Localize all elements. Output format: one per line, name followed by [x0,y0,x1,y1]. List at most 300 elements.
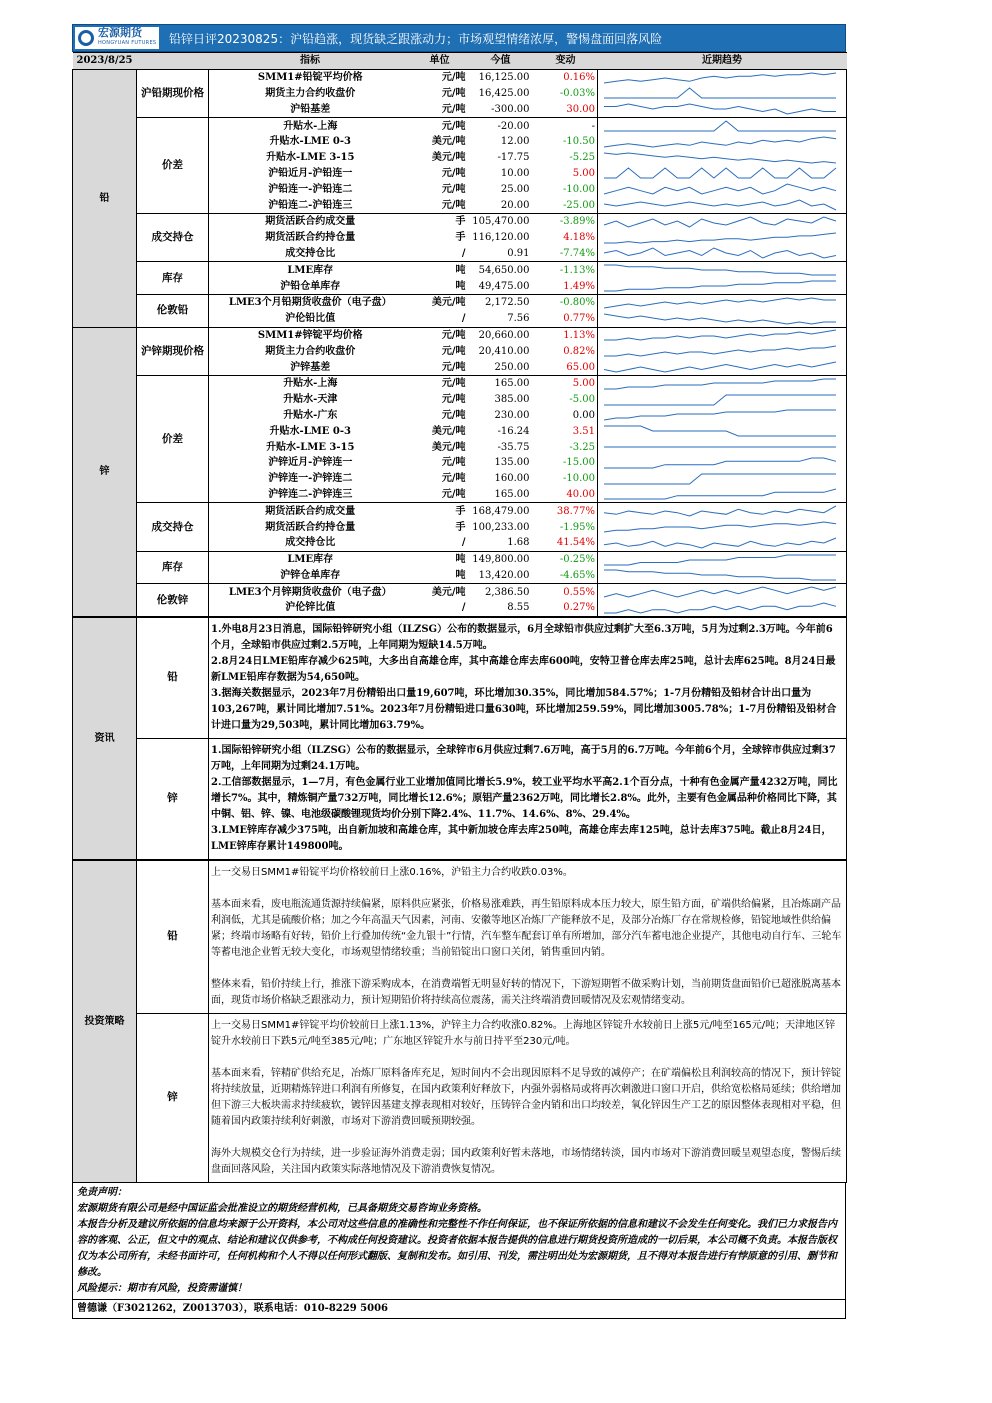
indicator-name: 期货活跃合约成交量 [265,505,356,517]
disclaimer-line-3: 风险提示：期市有风险，投资需谨慎！ [77,1282,247,1294]
news-lead-label: 铅 [137,617,209,738]
indicator-unit: 手 [455,232,466,244]
indicator-unit: 吨 [455,569,466,581]
sparkline-path [604,121,836,131]
report-sheet [72,24,846,1319]
trend-cell [598,439,847,455]
indicator-unit: 元/吨 [441,329,466,341]
indicator-name: 升贴水-LME 3-15 [266,152,355,164]
indicator-name: 期货活跃合约持仓量 [265,232,356,244]
indicator-name: 沪铅仓单库存 [280,280,341,292]
indicator-value: -300.00 [491,103,530,115]
sparkline [598,360,842,374]
sparkline-path [604,184,836,194]
sparkline-path [604,570,836,580]
sparkline [598,344,842,358]
trend-cell [598,86,847,102]
indicator-unit: 美元/吨 [431,586,466,598]
sparkline-path [604,346,836,356]
indicator-value: -16.24 [497,425,530,437]
indicator-change: 0.55% [563,586,596,598]
indicator-change: -10.00 [563,473,596,485]
indicator-name: 沪锌基差 [290,361,331,373]
indicator-unit: 元/吨 [441,409,466,421]
sparkline-path [604,395,836,405]
indicator-name: 沪铅连一-沪铅连二 [268,183,353,195]
indicator-name: 期货活跃合约持仓量 [265,521,356,533]
sparkline-path [604,248,836,258]
indicator-unit: / [461,537,466,549]
col-indicator: 指标 [209,53,412,70]
table-row [73,262,847,278]
sparkline-path [604,410,836,420]
indicator-change: 30.00 [566,103,596,115]
trend-cell [598,150,847,166]
trend-cell [598,584,847,600]
news-table [72,617,847,860]
sparkline [598,86,842,100]
sparkline [598,520,842,534]
sparkline-path [604,137,836,147]
indicator-name: 成交持仓比 [285,247,336,259]
news-section-label: 资讯 [73,617,137,859]
sparkline [598,71,842,85]
indicator-name: 沪伦铅比值 [285,313,336,325]
sparkline-path [604,168,836,178]
indicator-value: 165.00 [494,488,530,500]
group-label: 价差 [137,118,209,214]
table-row [73,294,847,310]
indicator-unit: 元/吨 [441,103,466,115]
trend-cell [598,101,847,117]
sparkline-path [604,200,836,210]
indicator-name: 沪伦锌比值 [285,602,336,614]
indicator-name: LME库存 [287,554,334,566]
indicator-unit: 手 [455,216,466,228]
indicator-name: 期货主力合约收盘价 [265,345,356,357]
indicator-name: 期货活跃合约成交量 [265,216,356,228]
indicator-unit: 元/吨 [441,199,466,211]
trend-cell [598,230,847,246]
indicator-value: 7.56 [507,313,530,325]
sparkline-path [604,506,836,516]
data-table [72,52,847,617]
paragraph: 上一交易日SMM1#锌锭平均价较前日上涨1.13%，沪锌主力合约收涨0.82%。上海地区锌锭升水较前日上涨5元/吨至165元/吨；天津地区锌锭升水较前日下跌5元/吨至385元/吨；广东地区锌锭升水与前日持平至230元/吨。 [211,1019,836,1047]
news-zinc-label: 锌 [137,738,209,859]
sparkline [598,198,842,212]
sparkline [598,504,842,518]
indicator-change: -0.03% [559,87,596,99]
strategy-section-label: 投资策略 [73,860,137,1182]
sparkline-path [604,379,836,389]
indicator-change: -10.50 [563,136,596,148]
indicator-value: 0.91 [507,247,530,259]
trend-cell [598,327,847,343]
indicator-change: -0.25% [559,554,596,566]
trend-cell [598,311,847,327]
table-row [73,69,847,85]
indicator-value: 100,233.00 [472,521,530,533]
sparkline [598,408,842,422]
trend-cell [598,343,847,359]
sparkline-path [604,233,836,243]
metal-section-label: 锌 [73,327,137,616]
indicator-name: 升贴水-LME 0-3 [269,425,351,437]
logo-subtext: HONGYUAN FUTURES [98,40,157,46]
sparkline [598,279,842,293]
sparkline-path [604,603,836,613]
group-label: 伦敦铅 [137,294,209,327]
indicator-value: 2,172.50 [484,297,530,309]
sparkline [598,553,842,567]
trend-cell [598,375,847,391]
indicator-name: SMM1#锌锭平均价格 [257,329,363,341]
report-header [72,24,846,52]
table-row [73,503,847,519]
indicator-value: 149,800.00 [472,554,530,566]
indicator-name: 升贴水-上海 [283,120,338,132]
trend-cell [598,359,847,375]
indicator-unit: 吨 [455,554,466,566]
sparkline [598,440,842,454]
indicator-value: 168,479.00 [472,505,530,517]
indicator-change: 1.13% [563,329,596,341]
indicator-value: -35.75 [497,441,530,453]
indicator-unit: / [461,313,466,325]
strategy-lead-text [209,860,847,1013]
sparkline-path [604,330,836,340]
sparkline [598,119,842,133]
sparkline-path [604,73,836,83]
sparkline [598,536,842,550]
trend-cell [598,423,847,439]
indicator-name: 期货主力合约收盘价 [265,87,356,99]
column-header-row [73,53,847,70]
paragraph: 基本面来看，锌精矿供给充足，冶炼厂原料备库充足，短时间内不会出现因原料不足导致的减停产；在矿端偏松且利润较高的情况下，预计锌锭将持续放量，近期精炼锌进口利润有所修复，在国内政策利好释放下，内强外弱格局或将再次刺激进口窗口开启，供给宽松格局延续；供给增加但下游三大板块需求持续疲软，镀锌因基建支撑表现相对较好，压铸锌合金内销和出口均较差，氧化锌因生产工艺的原因整体表现相对平稳，但随着国内政策持续利好刺激，市场对下游消费回暖预期较强。 [211,1067,841,1127]
paragraph: 3.据海关数据显示，2023年7月份精铅出口量19,607吨，环比增加30.35%，同比增加584.57%；1-7月份精铅及铅材合计出口量为103,267吨，累计同比增加7.51%。2023年7月份精铅进口量630吨，环比增加259.59%，同比增加3005.78%；1-7月份精铅及铅材合计进口量为29,503吨，累计同比增加63.79%。 [211,687,837,731]
indicator-value: 12.00 [500,136,530,148]
sparkline [598,166,842,180]
trend-cell [598,166,847,182]
trend-cell [598,471,847,487]
news-zinc-text [209,738,847,859]
trend-cell [598,535,847,551]
indicator-change: -25.00 [563,199,596,211]
indicator-unit: 元/吨 [441,473,466,485]
table-row [73,327,847,343]
indicator-name: 沪铅连二-沪铅连三 [268,199,353,211]
paragraph: 海外大规模交仓行为持续，进一步验证海外消费走弱；国内政策利好暂未落地，市场情绪转淡，国内市场对下游消费回暖呈观望态度，警惕后续盘面回落风险，关注国内政策实际落地情况及下游消费恢复情况。 [211,1147,841,1175]
indicator-name: LME库存 [287,264,334,276]
trend-cell [598,519,847,535]
indicator-unit: 美元/吨 [431,297,466,309]
table-row [73,551,847,567]
trend-cell [598,262,847,278]
sparkline [598,102,842,116]
col-unit: 单位 [412,53,468,70]
sparkline [598,215,842,229]
indicator-unit: 元/吨 [441,457,466,469]
indicator-unit: 元/吨 [441,120,466,132]
trend-cell [598,246,847,262]
sparkline-path [604,522,836,532]
logo-text: 宏源期货 [98,26,142,39]
sparkline [598,312,842,326]
col-value: 今值 [468,53,534,70]
table-row [73,213,847,229]
indicator-change: 0.82% [563,345,596,357]
col-change: 变动 [534,53,598,70]
indicator-value: 105,470.00 [472,216,530,228]
indicator-name: 升贴水-LME 3-15 [266,441,355,453]
sparkline [598,393,842,407]
indicator-unit: 元/吨 [441,394,466,406]
sparkline-path [604,489,836,499]
indicator-unit: 美元/吨 [431,441,466,453]
indicator-change: -10.00 [563,183,596,195]
sparkline-path [604,314,836,324]
paragraph: 整体来看，铅价持续上行，推涨下游采购成本，在消费端暂无明显好转的情况下，下游短期暂不做采购计划，当前期货盘面铅价已超涨脱离基本面，现货市场价格缺乏跟涨动力，预计短期铅价将持续高位震荡，需关注终端消费回暖情况及宏观情绪变动。 [211,978,841,1006]
sparkline-path [604,217,836,227]
indicator-value: 13,420.00 [478,569,530,581]
indicator-value: 250.00 [494,361,530,373]
indicator-name: 沪锌近月-沪锌连一 [268,457,353,469]
indicator-change: 41.54% [556,537,596,549]
indicator-unit: 美元/吨 [431,152,466,164]
sparkline [598,424,842,438]
paragraph: 3.LME锌库存减少375吨，出自新加坡和高雄仓库，其中新加坡仓库去库250吨，高雄仓库去库125吨，总计去库375吨。截止8月24日，LME锌库存累计149800吨。 [211,824,832,852]
indicator-name: 升贴水-LME 0-3 [269,136,351,148]
trend-cell [598,181,847,197]
indicator-change: 0.77% [563,313,596,325]
sparkline-path [604,104,836,114]
trend-cell [598,487,847,503]
sparkline-path [604,538,836,548]
sparkline-path [604,298,836,308]
sparkline [598,456,842,470]
disclaimer-line-2: 本报告分析及建议所依据的信息均来源于公开资料，本公司对这些信息的准确性和完整性不作任何保证，也不保证所依据的信息和建议不会发生任何变化。我们已力求报告内容的客观、公正，但文中的观点、结论和建议仅供参考，不构成任何投资建议。投资者依据本报告提供的信息进行期货投资所造成的一切后果，本公司概不负责。本报告版权仅为本公司所有，未经书面许可，任何机构和个人不得以任何形式翻版、复制和发布。如引用、刊发，需注明出处为宏源期货，且不得对本报告进行有悖原意的引用、删节和修改。 [77,1218,837,1278]
paragraph: 1.国际铅锌研究小组（ILZSG）公布的数据显示，全球锌市6月供应过剩7.6万吨，高于5月的6.7万吨。今年前6个月，全球锌市供应过剩37万吨，上年同期为过剩24.1万吨。 [211,744,836,772]
indicator-name: SMM1#铅锭平均价格 [257,72,363,84]
sparkline [598,472,842,486]
indicator-unit: 元/吨 [441,167,466,179]
sparkline [598,151,842,165]
indicator-value: 1.68 [507,537,530,549]
indicator-value: 10.00 [500,167,530,179]
indicator-value: 20.00 [500,199,530,211]
indicator-name: 沪锌连一-沪锌连二 [268,473,353,485]
table-row [73,375,847,391]
indicator-change: -7.74% [559,247,596,259]
group-label: 沪铅期现价格 [137,69,209,117]
sparkline [598,246,842,260]
indicator-change: 0.00 [572,409,596,421]
indicator-name: 升贴水-上海 [283,378,338,390]
indicator-change: -1.95% [559,521,596,533]
indicator-name: LME3个月铅期货收盘价（电子盘） [228,297,392,309]
indicator-value: -17.75 [497,152,530,164]
indicator-unit: 元/吨 [441,87,466,99]
indicator-change: -3.89% [559,216,596,228]
indicator-name: LME3个月锌期货收盘价（电子盘） [228,586,392,598]
sparkline-path [604,587,836,597]
paragraph: 基本面来看，废电瓶流通货源持续偏紧，原料供应紧张，价格易涨难跌，再生铅原料成本压力较大，原生铅方面，矿端供给偏紧，且冶炼副产品利润低，尤其是硫酸价格；加之今年高温天气因素，河南、安徽等地区冶炼厂产能释放不足，及部分冶炼厂存在常规检修，铅锭地域性供给偏紧；终端市场略有好转，铅价上行叠加传统“金九银十”行情，汽车整车配套订单有所增加，部分汽车蓄电池企业提产，其他电动自行车、三轮车等蓄电池企业暂无较大变化，市场观望情绪较重；当前铅锭出口窗口关闭，销售重回内销。 [211,898,842,958]
trend-cell [598,551,847,567]
sparkline-path [604,281,836,291]
indicator-change: -5.25 [569,152,596,164]
trend-cell [598,213,847,229]
indicator-value: 116,120.00 [472,232,530,244]
sparkline-path [604,458,836,468]
indicator-value: 16,125.00 [478,72,530,84]
indicator-unit: 元/吨 [441,361,466,373]
trend-cell [598,278,847,294]
strategy-zinc-text [209,1013,847,1182]
table-row [73,118,847,134]
indicator-value: 230.00 [494,409,530,421]
group-label: 伦敦锌 [137,584,209,617]
sparkline [598,135,842,149]
trend-cell [598,134,847,150]
sparkline [598,601,842,615]
strategy-zinc-label: 锌 [137,1013,209,1182]
report-title: 铅锌日评20230825：沪铅趋涨，现货缺乏跟涨动力；市场观望情绪浓厚，警惕盘面回落风险 [169,32,663,46]
paragraph: 上一交易日SMM1#铅锭平均价格较前日上涨0.16%，沪铅主力合约收跌0.03%。 [211,866,573,878]
sparkline [598,296,842,310]
indicator-change: 5.00 [572,378,596,390]
indicator-name: 沪铅基差 [290,103,331,115]
indicator-unit: 手 [455,521,466,533]
disclaimer [72,1183,846,1300]
group-label: 成交持仓 [137,503,209,551]
report-date: 2023/8/25 [73,53,209,70]
indicator-value: 54,650.00 [478,264,530,276]
indicator-name: 升贴水-广东 [283,409,338,421]
indicator-change: -15.00 [563,457,596,469]
indicator-change: -5.00 [569,394,596,406]
strategy-lead-label: 铅 [137,860,209,1013]
company-logo [75,27,159,49]
sparkline-path [604,88,836,98]
indicator-value: -20.00 [497,120,530,132]
indicator-change: -3.25 [569,441,596,453]
indicator-change: 65.00 [566,361,596,373]
sparkline-path [604,265,836,275]
indicator-value: 49,475.00 [478,280,530,292]
indicator-unit: / [461,602,466,614]
strategy-table [72,860,847,1183]
sparkline [598,263,842,277]
indicator-unit: 美元/吨 [431,425,466,437]
indicator-unit: 手 [455,505,466,517]
paragraph: 1.外电8月23日消息，国际铅锌研究小组（ILZSG）公布的数据显示，6月全球铅市供应过剩扩大至6.3万吨，5月为过剩2.3万吨。今年前6个月，全球铅市供应过剩2.5万吨，上年同期为短缺14.5万吨。 [211,623,833,651]
indicator-name: 成交持仓比 [285,537,336,549]
col-trend: 近期趋势 [598,53,847,70]
trend-cell [598,294,847,310]
trend-cell [598,600,847,616]
group-label: 库存 [137,262,209,295]
group-label: 库存 [137,551,209,584]
sparkline [598,568,842,582]
indicator-name: 沪锌连二-沪锌连三 [268,488,353,500]
indicator-name: 升贴水-天津 [283,394,338,406]
indicator-unit: 美元/吨 [431,136,466,148]
indicator-change: -4.65% [559,569,596,581]
indicator-change: - [591,120,596,132]
indicator-value: 165.00 [494,378,530,390]
sparkline-path [604,362,836,372]
indicator-value: 20,410.00 [478,345,530,357]
trend-cell [598,568,847,584]
indicator-change: 4.18% [563,232,596,244]
news-lead-text [209,617,847,738]
indicator-unit: 吨 [455,264,466,276]
trend-cell [598,69,847,85]
indicator-change: 0.16% [563,72,596,84]
indicator-unit: 元/吨 [441,183,466,195]
trend-cell [598,408,847,424]
sparkline [598,377,842,391]
group-label: 沪锌期现价格 [137,327,209,375]
paragraph: 2.8月24日LME铅库存减少625吨，大多出自高雄仓库，其中高雄仓库去库600吨，安特卫普仓库去库25吨，总计去库625吨。8月24日最新LME铅库存数据为54,650吨。 [211,655,836,683]
trend-cell [598,455,847,471]
indicator-change: 5.00 [572,167,596,179]
indicator-value: 385.00 [494,394,530,406]
indicator-value: 8.55 [507,602,530,614]
logo-mark-icon [78,30,94,46]
indicator-change: -1.13% [559,264,596,276]
indicator-unit: 元/吨 [441,488,466,500]
indicator-value: 25.00 [500,183,530,195]
indicator-value: 160.00 [494,473,530,485]
indicator-value: 16,425.00 [478,87,530,99]
indicator-name: 沪铅近月-沪铅连一 [268,167,353,179]
sparkline [598,328,842,342]
trend-cell [598,392,847,408]
disclaimer-title: 免责声明： [77,1186,127,1198]
indicator-change: 1.49% [563,280,596,292]
sparkline-path [604,555,836,565]
sparkline [598,585,842,599]
analyst-contact: 曾德谦（F3021262，Z0013703），联系电话：010-8229 5006 [72,1300,846,1319]
indicator-change: 3.51 [572,425,596,437]
sparkline [598,231,842,245]
trend-cell [598,197,847,213]
indicator-change: -0.80% [559,297,596,309]
indicator-unit: / [461,247,466,259]
sparkline [598,182,842,196]
group-label: 价差 [137,375,209,502]
indicator-name: 沪锌仓单库存 [280,569,341,581]
indicator-unit: 元/吨 [441,378,466,390]
paragraph: 2.工信部数据显示，1—7月，有色金属行业工业增加值同比增长5.9%，较工业平均水平高2.1个百分点，十种有色金属产量4232万吨，同比增长7%。其中，精炼铜产量732万吨，同比增长12.6%；原铝产量2362万吨，同比增长2.8%。此外，主要有色金属品种价格同比下降，其中铜、铝、锌、镍、电池级碳酸锂现货均价分别下降2.4%、11.7%、14.6%、8%、29.4%。 [211,776,838,820]
trend-cell [598,118,847,134]
sparkline [598,487,842,501]
indicator-change: 40.00 [566,488,596,500]
group-label: 成交持仓 [137,213,209,261]
indicator-change: 38.77% [556,505,596,517]
indicator-unit: 元/吨 [441,72,466,84]
indicator-value: 135.00 [494,457,530,469]
sparkline-path [604,474,836,484]
indicator-value: 20,660.00 [478,329,530,341]
sparkline-path [604,153,836,163]
metal-section-label: 铅 [73,69,137,327]
trend-cell [598,503,847,519]
indicator-value: 2,386.50 [484,586,530,598]
indicator-change: 0.27% [563,602,596,614]
sparkline-path [604,426,836,436]
